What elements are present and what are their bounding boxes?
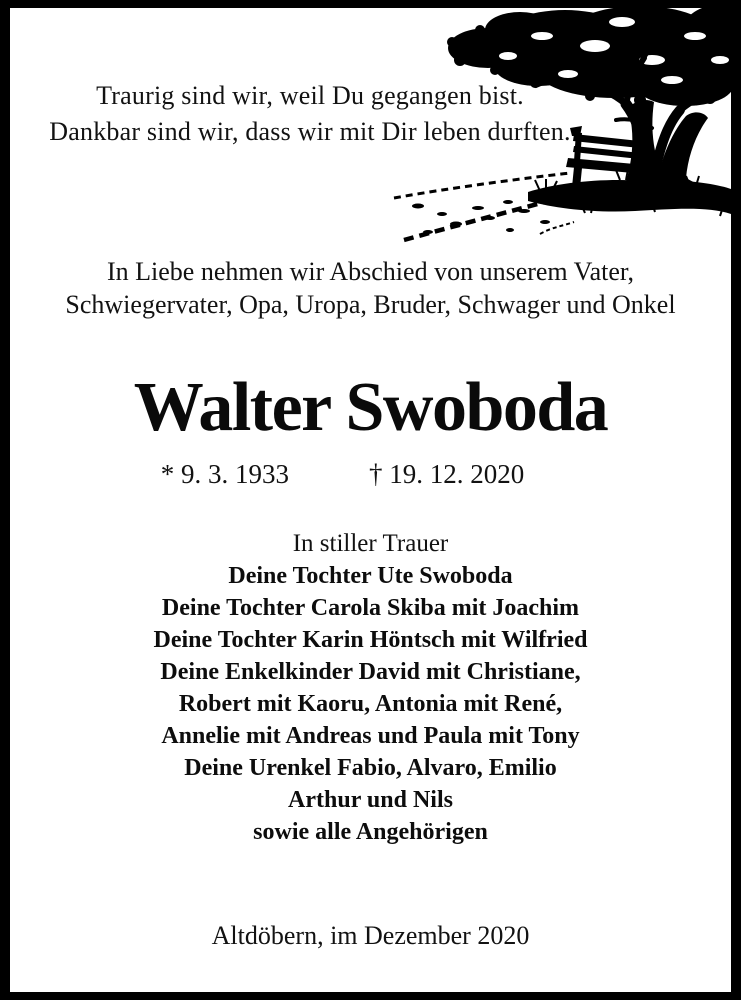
opening-line-2: Dankbar sind wir, dass wir mit Dir leben durften. [49,117,571,146]
deceased-name: Walter Swoboda [133,369,608,446]
mourner-line: Deine Enkelkinder David mit Christiane, [160,659,581,685]
mourner-line: Deine Tochter Carola Skiba mit Joachim [161,595,580,621]
mourner-line: Deine Tochter Ute Swoboda [228,563,513,589]
mourner-line: Annelie mit Andreas und Paula mit Tony [161,723,580,749]
intro-line-2: Schwiegervater, Opa, Uropa, Bruder, Schwager und Onkel [65,290,676,319]
mourner-line: Robert mit Kaoru, Antonia mit René, [178,691,563,717]
mourner-line: Deine Urenkel Fabio, Alvaro, Emilio [184,755,557,781]
opening-line-1: Traurig sind wir, weil Du gegangen bist. [96,81,524,110]
farewell-intro [10,255,731,321]
birth-date: * 9. 3. 1933 [160,459,289,489]
closing-place-date: Altdöbern, im Dezember 2020 [211,921,530,950]
mourning-header: In stiller Trauer [292,530,449,557]
mourner-line: Arthur und Nils [288,787,453,813]
intro-line-1: In Liebe nehmen wir Abschied von unserem Vater, [107,257,634,286]
mourning-block [10,528,731,848]
life-dates [0,458,703,490]
mourner-line: sowie alle Angehörigen [253,819,488,845]
death-date: † 19. 12. 2020 [369,459,525,489]
mourner-line: Deine Tochter Karin Höntsch mit Wilfried [153,627,588,653]
opening-verse [10,78,610,150]
